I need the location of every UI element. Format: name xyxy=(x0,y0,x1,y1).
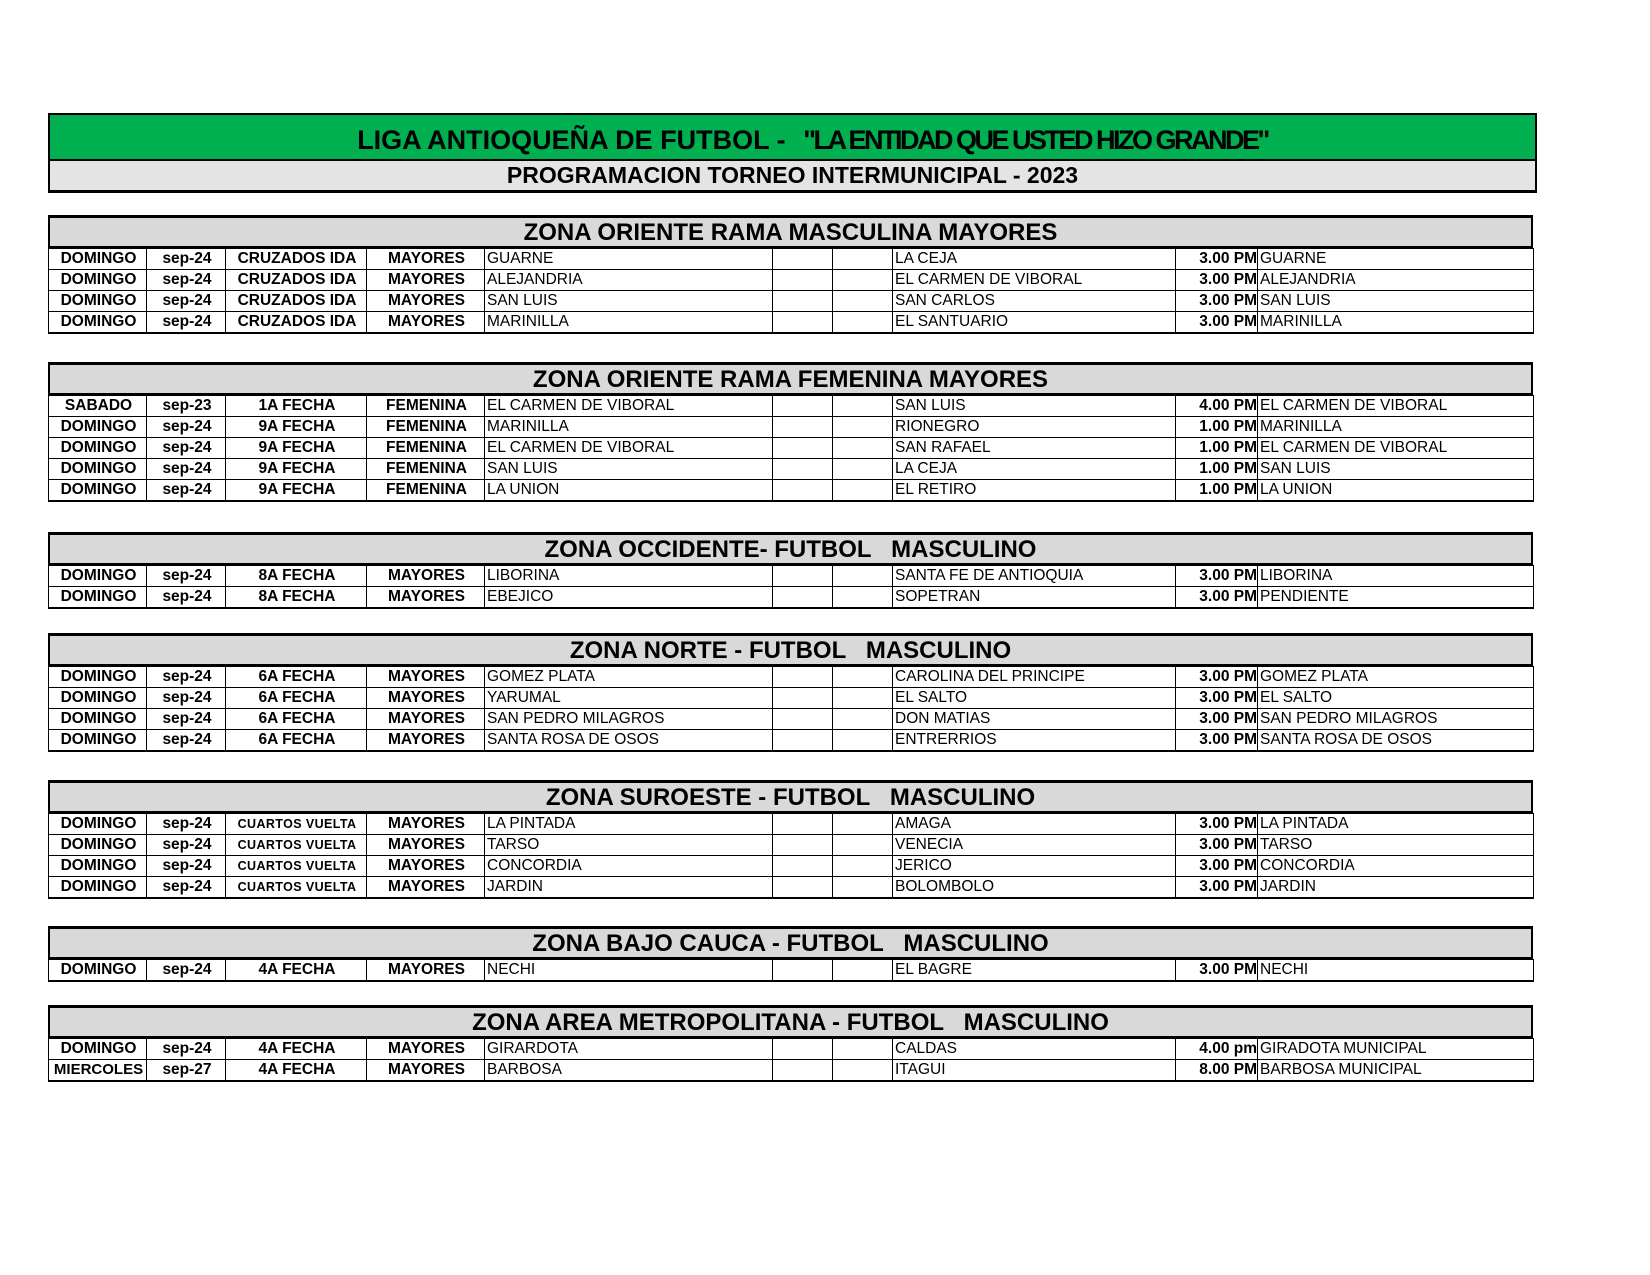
home-score-cell xyxy=(773,877,833,899)
match-time: 3.00 PM xyxy=(1176,856,1258,877)
match-category: MAYORES xyxy=(367,877,485,899)
match-round: 8A FECHA xyxy=(226,566,367,587)
match-day: DOMINGO xyxy=(49,1039,147,1060)
match-row xyxy=(49,1060,1534,1082)
zone-title: ZONA BAJO CAUCA - FUTBOL MASCULINO xyxy=(48,926,1533,959)
home-score-cell xyxy=(773,417,833,438)
away-score-cell xyxy=(833,688,893,709)
match-venue: GIRADOTA MUNICIPAL xyxy=(1258,1039,1534,1060)
match-date: sep-24 xyxy=(147,270,226,291)
matches-table xyxy=(48,565,1534,609)
away-score-cell xyxy=(833,1060,893,1082)
match-date: sep-24 xyxy=(147,814,226,835)
away-team: SANTA FE DE ANTIOQUIA xyxy=(893,566,1176,587)
match-row xyxy=(49,396,1534,417)
match-venue: BARBOSA MUNICIPAL xyxy=(1258,1060,1534,1082)
match-venue: CONCORDIA xyxy=(1258,856,1534,877)
match-venue: GOMEZ PLATA xyxy=(1258,667,1534,688)
match-date: sep-24 xyxy=(147,877,226,899)
zone-title: ZONA AREA METROPOLITANA - FUTBOL MASCULINO xyxy=(48,1005,1533,1038)
away-team: ENTRERRIOS xyxy=(893,730,1176,752)
match-round: 9A FECHA xyxy=(226,438,367,459)
match-row xyxy=(49,438,1534,459)
match-date: sep-24 xyxy=(147,417,226,438)
match-round: 4A FECHA xyxy=(226,1060,367,1082)
match-time: 1.00 PM xyxy=(1176,417,1258,438)
match-date: sep-24 xyxy=(147,587,226,609)
away-score-cell xyxy=(833,960,893,982)
zone-title: ZONA SUROESTE - FUTBOL MASCULINO xyxy=(48,780,1533,813)
match-round: 6A FECHA xyxy=(226,667,367,688)
away-team: SAN CARLOS xyxy=(893,291,1176,312)
match-time: 8.00 PM xyxy=(1176,1060,1258,1082)
match-category: MAYORES xyxy=(367,249,485,270)
matches-table xyxy=(48,1038,1534,1082)
away-score-cell xyxy=(833,480,893,502)
match-day: DOMINGO xyxy=(49,566,147,587)
match-round: CRUZADOS IDA xyxy=(226,312,367,334)
away-team: LA CEJA xyxy=(893,249,1176,270)
match-day: DOMINGO xyxy=(49,814,147,835)
match-day: DOMINGO xyxy=(49,835,147,856)
match-category: FEMENINA xyxy=(367,438,485,459)
match-date: sep-24 xyxy=(147,438,226,459)
match-round: 9A FECHA xyxy=(226,459,367,480)
match-row xyxy=(49,566,1534,587)
away-team: AMAGA xyxy=(893,814,1176,835)
matches-table xyxy=(48,666,1534,752)
away-team: RIONEGRO xyxy=(893,417,1176,438)
away-team: CALDAS xyxy=(893,1039,1176,1060)
document-header xyxy=(48,113,1537,193)
match-time: 3.00 PM xyxy=(1176,688,1258,709)
away-team: EL BAGRE xyxy=(893,960,1176,982)
match-round: CUARTOS VUELTA xyxy=(226,856,367,877)
home-team: CONCORDIA xyxy=(485,856,773,877)
away-team: LA CEJA xyxy=(893,459,1176,480)
match-date: sep-24 xyxy=(147,709,226,730)
match-date: sep-24 xyxy=(147,459,226,480)
home-team: EL CARMEN DE VIBORAL xyxy=(485,438,773,459)
match-venue: LA UNION xyxy=(1258,480,1534,502)
match-date: sep-27 xyxy=(147,1060,226,1082)
match-day: DOMINGO xyxy=(49,856,147,877)
match-row xyxy=(49,688,1534,709)
match-category: MAYORES xyxy=(367,587,485,609)
match-round: 6A FECHA xyxy=(226,688,367,709)
home-team: LA UNION xyxy=(485,480,773,502)
match-day: DOMINGO xyxy=(49,438,147,459)
match-row xyxy=(49,835,1534,856)
match-date: sep-24 xyxy=(147,291,226,312)
match-date: sep-24 xyxy=(147,960,226,982)
match-row xyxy=(49,291,1534,312)
match-time: 4.00 PM xyxy=(1176,396,1258,417)
match-time: 3.00 PM xyxy=(1176,814,1258,835)
match-category: MAYORES xyxy=(367,1060,485,1082)
match-category: MAYORES xyxy=(367,291,485,312)
match-round: 6A FECHA xyxy=(226,709,367,730)
match-date: sep-24 xyxy=(147,312,226,334)
match-date: sep-24 xyxy=(147,566,226,587)
match-row xyxy=(49,960,1534,982)
match-round: 4A FECHA xyxy=(226,960,367,982)
match-date: sep-24 xyxy=(147,688,226,709)
match-round: 1A FECHA xyxy=(226,396,367,417)
match-day: DOMINGO xyxy=(49,730,147,752)
match-venue: JARDIN xyxy=(1258,877,1534,899)
home-score-cell xyxy=(773,667,833,688)
away-score-cell xyxy=(833,459,893,480)
match-venue: EL SALTO xyxy=(1258,688,1534,709)
home-team: LIBORINA xyxy=(485,566,773,587)
match-time: 1.00 PM xyxy=(1176,459,1258,480)
home-score-cell xyxy=(773,1039,833,1060)
match-row xyxy=(49,709,1534,730)
zone-title: ZONA NORTE - FUTBOL MASCULINO xyxy=(48,633,1533,666)
match-time: 3.00 PM xyxy=(1176,835,1258,856)
match-category: MAYORES xyxy=(367,688,485,709)
zone-section xyxy=(48,1005,1533,1082)
away-team: EL SALTO xyxy=(893,688,1176,709)
away-team: EL CARMEN DE VIBORAL xyxy=(893,270,1176,291)
zone-section xyxy=(48,633,1533,752)
match-day: DOMINGO xyxy=(49,249,147,270)
home-score-cell xyxy=(773,459,833,480)
away-team: VENECIA xyxy=(893,835,1176,856)
away-score-cell xyxy=(833,291,893,312)
match-category: MAYORES xyxy=(367,566,485,587)
match-row xyxy=(49,667,1534,688)
match-venue: MARINILLA xyxy=(1258,417,1534,438)
home-team: SAN LUIS xyxy=(485,291,773,312)
match-time: 3.00 PM xyxy=(1176,960,1258,982)
match-round: CUARTOS VUELTA xyxy=(226,877,367,899)
match-day: DOMINGO xyxy=(49,667,147,688)
match-time: 3.00 PM xyxy=(1176,667,1258,688)
home-score-cell xyxy=(773,960,833,982)
match-venue: PENDIENTE xyxy=(1258,587,1534,609)
away-team: SAN RAFAEL xyxy=(893,438,1176,459)
home-score-cell xyxy=(773,396,833,417)
home-team: GOMEZ PLATA xyxy=(485,667,773,688)
match-day: MIERCOLES xyxy=(49,1060,147,1082)
away-score-cell xyxy=(833,270,893,291)
away-score-cell xyxy=(833,566,893,587)
match-round: 8A FECHA xyxy=(226,587,367,609)
match-venue: GUARNE xyxy=(1258,249,1534,270)
match-time: 3.00 PM xyxy=(1176,877,1258,899)
match-time: 3.00 PM xyxy=(1176,291,1258,312)
match-date: sep-24 xyxy=(147,730,226,752)
match-row xyxy=(49,312,1534,334)
match-venue: EL CARMEN DE VIBORAL xyxy=(1258,396,1534,417)
match-date: sep-24 xyxy=(147,667,226,688)
match-day: DOMINGO xyxy=(49,480,147,502)
match-round: 9A FECHA xyxy=(226,480,367,502)
match-category: MAYORES xyxy=(367,856,485,877)
away-team: EL SANTUARIO xyxy=(893,312,1176,334)
match-category: FEMENINA xyxy=(367,396,485,417)
home-score-cell xyxy=(773,709,833,730)
match-category: MAYORES xyxy=(367,1039,485,1060)
matches-table xyxy=(48,813,1534,899)
match-category: MAYORES xyxy=(367,835,485,856)
match-category: FEMENINA xyxy=(367,480,485,502)
home-score-cell xyxy=(773,291,833,312)
match-row xyxy=(49,480,1534,502)
match-day: DOMINGO xyxy=(49,417,147,438)
match-category: MAYORES xyxy=(367,960,485,982)
match-round: CUARTOS VUELTA xyxy=(226,835,367,856)
match-row xyxy=(49,814,1534,835)
match-category: MAYORES xyxy=(367,730,485,752)
match-category: FEMENINA xyxy=(367,417,485,438)
away-score-cell xyxy=(833,877,893,899)
match-venue: NECHI xyxy=(1258,960,1534,982)
home-score-cell xyxy=(773,1060,833,1082)
home-team: EL CARMEN DE VIBORAL xyxy=(485,396,773,417)
match-day: DOMINGO xyxy=(49,960,147,982)
home-score-cell xyxy=(773,587,833,609)
match-row xyxy=(49,417,1534,438)
match-day: DOMINGO xyxy=(49,587,147,609)
away-team: EL RETIRO xyxy=(893,480,1176,502)
match-time: 3.00 PM xyxy=(1176,566,1258,587)
away-score-cell xyxy=(833,709,893,730)
home-score-cell xyxy=(773,730,833,752)
match-time: 3.00 PM xyxy=(1176,270,1258,291)
match-day: DOMINGO xyxy=(49,291,147,312)
home-team: EBEJICO xyxy=(485,587,773,609)
tournament-subtitle: PROGRAMACION TORNEO INTERMUNICIPAL - 2023 xyxy=(50,161,1535,190)
zone-section xyxy=(48,926,1533,982)
match-venue: SANTA ROSA DE OSOS xyxy=(1258,730,1534,752)
away-score-cell xyxy=(833,667,893,688)
zone-section xyxy=(48,780,1533,899)
matches-table xyxy=(48,248,1534,334)
away-team: DON MATIAS xyxy=(893,709,1176,730)
match-round: 4A FECHA xyxy=(226,1039,367,1060)
zone-section xyxy=(48,532,1533,609)
away-score-cell xyxy=(833,814,893,835)
away-score-cell xyxy=(833,438,893,459)
match-row xyxy=(49,1039,1534,1060)
match-venue: SAN LUIS xyxy=(1258,291,1534,312)
zone-title: ZONA ORIENTE RAMA FEMENINA MAYORES xyxy=(48,362,1533,395)
away-team: JERICO xyxy=(893,856,1176,877)
match-row xyxy=(49,249,1534,270)
home-score-cell xyxy=(773,688,833,709)
away-team: ITAGUI xyxy=(893,1060,1176,1082)
home-team: GUARNE xyxy=(485,249,773,270)
home-score-cell xyxy=(773,249,833,270)
match-row xyxy=(49,877,1534,899)
match-day: DOMINGO xyxy=(49,688,147,709)
match-category: MAYORES xyxy=(367,814,485,835)
home-team: YARUMAL xyxy=(485,688,773,709)
home-team: MARINILLA xyxy=(485,312,773,334)
match-date: sep-24 xyxy=(147,835,226,856)
away-score-cell xyxy=(833,730,893,752)
match-row xyxy=(49,856,1534,877)
match-category: MAYORES xyxy=(367,709,485,730)
match-row xyxy=(49,270,1534,291)
match-category: MAYORES xyxy=(367,667,485,688)
home-team: SANTA ROSA DE OSOS xyxy=(485,730,773,752)
away-score-cell xyxy=(833,1039,893,1060)
match-round: CRUZADOS IDA xyxy=(226,249,367,270)
match-date: sep-23 xyxy=(147,396,226,417)
match-round: 9A FECHA xyxy=(226,417,367,438)
match-category: MAYORES xyxy=(367,270,485,291)
away-team: CAROLINA DEL PRINCIPE xyxy=(893,667,1176,688)
home-score-cell xyxy=(773,438,833,459)
match-day: DOMINGO xyxy=(49,877,147,899)
away-score-cell xyxy=(833,417,893,438)
away-score-cell xyxy=(833,312,893,334)
zone-title: ZONA OCCIDENTE- FUTBOL MASCULINO xyxy=(48,532,1533,565)
away-score-cell xyxy=(833,587,893,609)
match-time: 3.00 PM xyxy=(1176,249,1258,270)
league-title-bar xyxy=(50,115,1535,161)
away-team: SOPETRAN xyxy=(893,587,1176,609)
away-score-cell xyxy=(833,249,893,270)
match-date: sep-24 xyxy=(147,856,226,877)
match-venue: LIBORINA xyxy=(1258,566,1534,587)
match-day: DOMINGO xyxy=(49,270,147,291)
matches-table xyxy=(48,395,1534,502)
home-score-cell xyxy=(773,566,833,587)
home-score-cell xyxy=(773,835,833,856)
match-category: MAYORES xyxy=(367,312,485,334)
home-team: SAN LUIS xyxy=(485,459,773,480)
away-score-cell xyxy=(833,835,893,856)
home-team: GIRARDOTA xyxy=(485,1039,773,1060)
match-time: 3.00 PM xyxy=(1176,312,1258,334)
match-row xyxy=(49,459,1534,480)
match-venue: TARSO xyxy=(1258,835,1534,856)
match-day: DOMINGO xyxy=(49,312,147,334)
zone-section xyxy=(48,215,1533,334)
away-score-cell xyxy=(833,396,893,417)
zone-title: ZONA ORIENTE RAMA MASCULINA MAYORES xyxy=(48,215,1533,248)
match-venue: EL CARMEN DE VIBORAL xyxy=(1258,438,1534,459)
match-category: FEMENINA xyxy=(367,459,485,480)
match-day: DOMINGO xyxy=(49,459,147,480)
match-day: DOMINGO xyxy=(49,709,147,730)
home-score-cell xyxy=(773,270,833,291)
zone-section xyxy=(48,362,1533,502)
home-team: TARSO xyxy=(485,835,773,856)
match-time: 3.00 PM xyxy=(1176,730,1258,752)
match-time: 1.00 PM xyxy=(1176,438,1258,459)
match-time: 4.00 pm xyxy=(1176,1039,1258,1060)
league-slogan: "LA ENTIDAD QUE USTED HIZO GRANDE" xyxy=(803,125,1268,155)
match-time: 3.00 PM xyxy=(1176,587,1258,609)
match-date: sep-24 xyxy=(147,249,226,270)
home-team: NECHI xyxy=(485,960,773,982)
home-team: ALEJANDRIA xyxy=(485,270,773,291)
match-round: CUARTOS VUELTA xyxy=(226,814,367,835)
home-score-cell xyxy=(773,312,833,334)
match-round: CRUZADOS IDA xyxy=(226,270,367,291)
home-score-cell xyxy=(773,814,833,835)
match-row xyxy=(49,587,1534,609)
match-venue: SAN LUIS xyxy=(1258,459,1534,480)
match-time: 3.00 PM xyxy=(1176,709,1258,730)
match-venue: MARINILLA xyxy=(1258,312,1534,334)
league-title: LIGA ANTIOQUEÑA DE FUTBOL - xyxy=(357,125,786,155)
home-team: BARBOSA xyxy=(485,1060,773,1082)
match-date: sep-24 xyxy=(147,1039,226,1060)
match-round: CRUZADOS IDA xyxy=(226,291,367,312)
home-team: LA PINTADA xyxy=(485,814,773,835)
away-team: SAN LUIS xyxy=(893,396,1176,417)
home-team: SAN PEDRO MILAGROS xyxy=(485,709,773,730)
match-date: sep-24 xyxy=(147,480,226,502)
home-team: MARINILLA xyxy=(485,417,773,438)
away-score-cell xyxy=(833,856,893,877)
match-round: 6A FECHA xyxy=(226,730,367,752)
match-venue: ALEJANDRIA xyxy=(1258,270,1534,291)
away-team: BOLOMBOLO xyxy=(893,877,1176,899)
match-row xyxy=(49,730,1534,752)
home-team: JARDIN xyxy=(485,877,773,899)
match-day: SABADO xyxy=(49,396,147,417)
match-venue: SAN PEDRO MILAGROS xyxy=(1258,709,1534,730)
match-time: 1.00 PM xyxy=(1176,480,1258,502)
home-score-cell xyxy=(773,480,833,502)
home-score-cell xyxy=(773,856,833,877)
matches-table xyxy=(48,959,1534,982)
match-venue: LA PINTADA xyxy=(1258,814,1534,835)
